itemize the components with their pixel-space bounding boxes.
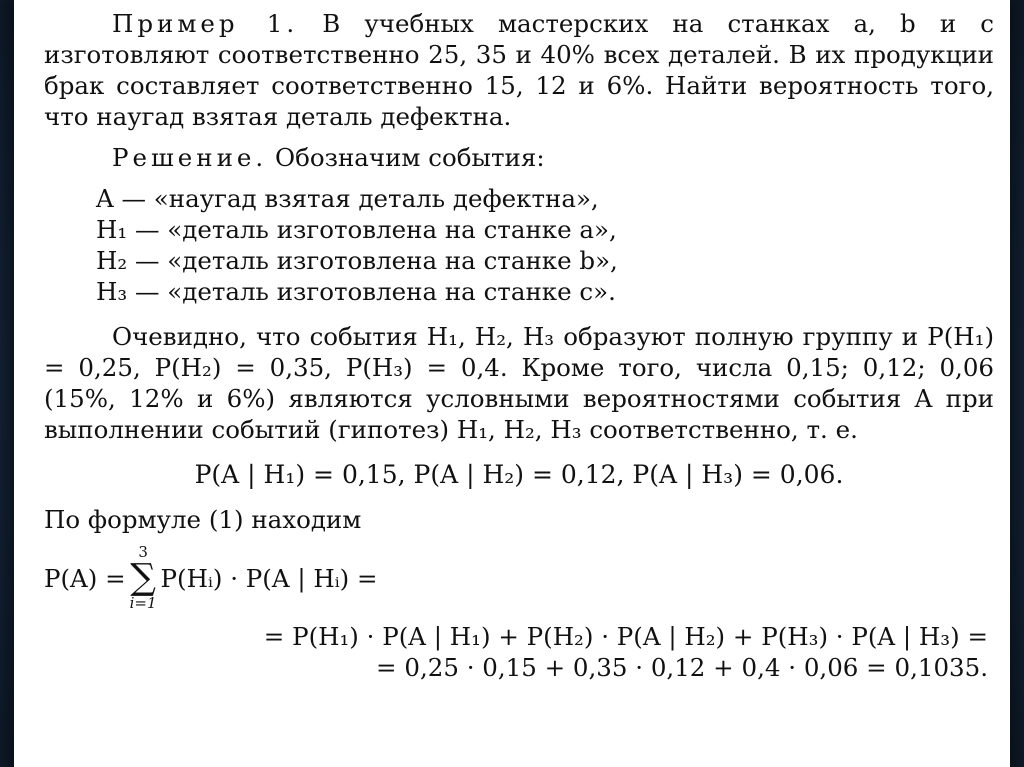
sum-term: P(Hᵢ) · P(A | Hᵢ) = bbox=[160, 563, 378, 593]
event-h2: H₂ — «деталь изготовлена на станке b», bbox=[96, 246, 618, 275]
spacer bbox=[44, 490, 994, 504]
formula-intro: По формуле (1) находим bbox=[44, 505, 362, 534]
solution-intro: Обозначим события: bbox=[275, 143, 545, 172]
event-a: A — «наугад взятая деталь дефектна», bbox=[96, 184, 599, 213]
total-probability-formula bbox=[44, 545, 994, 611]
spacer bbox=[44, 132, 994, 142]
textbook-page bbox=[14, 0, 1010, 767]
event-h1: H₁ — «деталь изготовлена на станке a», bbox=[96, 215, 617, 244]
spacer bbox=[44, 445, 994, 459]
example-heading: Пример 1. bbox=[112, 9, 299, 38]
solution-intro-line bbox=[44, 142, 994, 173]
formula-lhs: P(A) = bbox=[44, 563, 126, 593]
sigma-icon: ∑ bbox=[130, 557, 156, 598]
solution-paragraph: Очевидно, что события H₁, H₂, H₃ образуют полную группу и P(H₁) = 0,25, P(H₂) = 0,35, P(H₃) = 0,4. Кроме того, числа 0,15; 0,12; 0,06 (15%, 12% и 6%) являются условными вероятностями события A при выполнении событий (гипотез) H₁, H₂, H₃ соответственно, т. е. bbox=[44, 322, 994, 444]
sum-upper-limit: 3 bbox=[138, 543, 148, 561]
formula-numeric-result: = 0,25 · 0,15 + 0,35 · 0,12 + 0,4 · 0,06 = 0,1035. bbox=[376, 653, 988, 682]
spacer bbox=[44, 535, 994, 545]
events-list bbox=[96, 183, 994, 307]
spacer bbox=[44, 611, 994, 621]
sum-lower-limit: i=1 bbox=[129, 594, 157, 612]
example-paragraph bbox=[44, 8, 994, 132]
conditional-probabilities: P(A | H₁) = 0,15, P(A | H₂) = 0,12, P(A | H₃) = 0,06. bbox=[194, 460, 844, 489]
spacer bbox=[44, 307, 994, 321]
event-h3: H₃ — «деталь изготовлена на станке c». bbox=[96, 277, 616, 306]
example-text: В учебных мастерских на станках a, b и c изготовляют соответственно 25, 35 и 40% всех деталей. В их продукции брак составляет соответственно 15, 12 и 6%. Найти вероятность того, что наугад взятая деталь дефектна. bbox=[44, 9, 994, 131]
formula-expanded: = P(H₁) · P(A | H₁) + P(H₂) · P(A | H₂) + P(H₃) · P(A | H₃) = bbox=[263, 622, 988, 651]
solution-heading: Решение. bbox=[112, 143, 268, 172]
summation bbox=[130, 545, 157, 611]
spacer bbox=[44, 173, 994, 183]
page-content bbox=[44, 8, 994, 683]
